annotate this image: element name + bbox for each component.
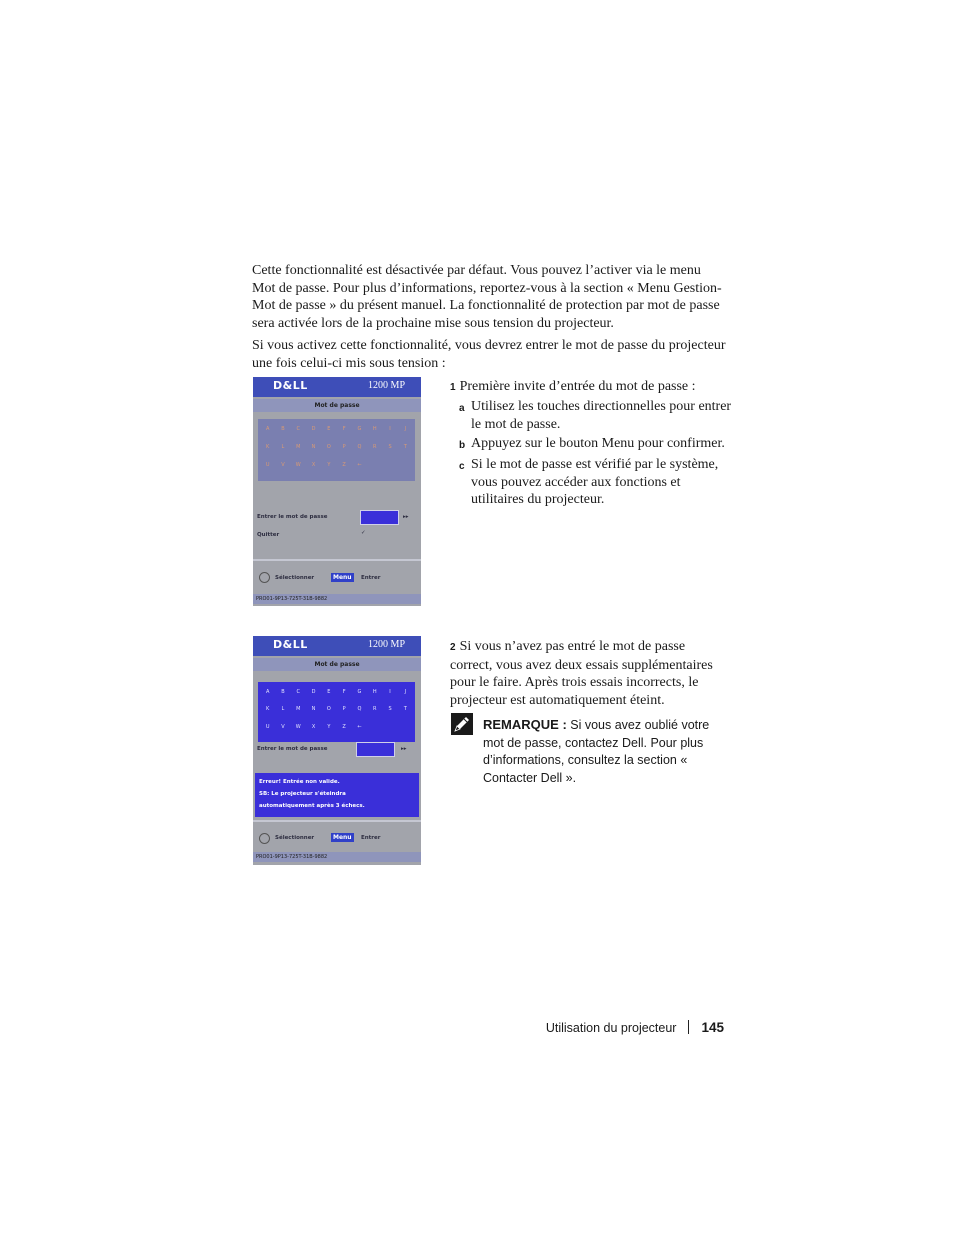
osd-key-grid	[258, 682, 415, 742]
osd-dpad-icon	[259, 833, 270, 844]
osd-key: C	[296, 426, 300, 432]
osd-key: B	[281, 689, 285, 695]
osd-key: W	[295, 462, 301, 468]
osd-key: E	[327, 426, 331, 432]
osd-key: C	[296, 689, 300, 695]
osd-key: F	[342, 689, 346, 695]
intro-paragraph-2: Si vous activez cette fonctionnalité, vous devrez entrer le mot de passe du projecteur une fois celui-ci mis sous tension :	[252, 338, 726, 371]
osd-key: N	[311, 444, 316, 450]
step-1-text: Première invite d’entrée du mot de passe :	[459, 379, 696, 394]
osd-header	[253, 636, 421, 656]
step-1a	[459, 398, 736, 433]
osd-key: Y	[327, 462, 331, 468]
osd-key: Z	[342, 723, 346, 730]
osd-title: Mot de passe	[253, 658, 421, 671]
osd-password-screen-1	[253, 377, 421, 606]
osd-key: U	[265, 723, 270, 730]
osd-key: R	[373, 444, 377, 450]
osd-key: H	[372, 689, 377, 695]
osd-key: G	[357, 689, 362, 695]
osd-key: V	[281, 462, 285, 468]
osd-enter-password-label: Entrer le mot de passe	[257, 514, 328, 520]
step-2	[450, 638, 730, 709]
osd-key: X	[311, 723, 316, 730]
osd-key: J	[404, 426, 407, 432]
osd-menu-button: Menu	[333, 834, 352, 841]
osd-menu-button: Menu	[333, 574, 352, 581]
osd-key: R	[373, 706, 377, 713]
osd-key: M	[296, 444, 301, 450]
osd-enter-label: Entrer	[361, 835, 381, 841]
osd-key: O	[326, 706, 331, 713]
step-1a-letter: a	[459, 403, 465, 414]
osd-divider	[253, 559, 421, 561]
osd-key: H	[372, 426, 377, 432]
osd-key: K	[266, 706, 270, 713]
osd-divider	[253, 820, 421, 822]
page-number: 145	[701, 1020, 724, 1035]
step-1a-text: Utilisez les touches directionnelles pour entrer le mot de passe.	[471, 399, 732, 432]
step-1-number: 1	[450, 382, 456, 393]
osd-key: Q	[357, 444, 362, 450]
osd-model: 1200 MP	[368, 639, 405, 650]
osd-key-grid	[258, 419, 415, 481]
osd-key: I	[389, 426, 391, 432]
step-2-text: Si vous n’avez pas entré le mot de passe correct, vous avez deux essais supplémentaires pour le faire. Après trois essais incorrects, le projecteur est automatiquement éteint.	[450, 639, 713, 708]
osd-key: Q	[357, 706, 362, 713]
osd-serial: PRO01-9P13-725T-31B-9882	[253, 594, 421, 604]
osd-key: O	[326, 444, 331, 450]
osd-key: S	[388, 444, 392, 450]
note-pencil-icon	[451, 713, 473, 735]
osd-dpad-icon	[259, 572, 270, 583]
intro-paragraph-1: Cette fonctionnalité est désactivée par défaut. Vous pouvez l’activer via le menu Mot de passe. Pour plus d’informations, reportez-vous à la section « Menu Gestion-Mot de passe » du présent manuel. La fonctionnalité de protection par mot de passe sera activée lors de la prochaine mise sous tension du projecteur.	[252, 263, 722, 331]
osd-error-line-3: automatiquement après 3 échecs.	[259, 803, 365, 809]
note	[483, 716, 723, 787]
osd-key: S	[388, 706, 392, 713]
osd-key: T	[403, 444, 407, 450]
osd-password-screen-2	[253, 636, 421, 865]
osd-key: J	[404, 689, 407, 695]
osd-title: Mot de passe	[253, 399, 421, 412]
step-2-number: 2	[450, 642, 456, 653]
osd-error-message	[255, 773, 419, 817]
footer-section: Utilisation du projecteur	[545, 1021, 677, 1035]
page-footer	[546, 1020, 724, 1035]
osd-header	[253, 377, 421, 397]
osd-key: F	[342, 426, 346, 432]
osd-key: N	[311, 706, 316, 713]
osd-key: L	[281, 706, 285, 713]
osd-password-field	[360, 510, 399, 525]
osd-model: 1200 MP	[368, 380, 405, 391]
osd-key: I	[389, 689, 391, 695]
osd-select-label: Sélectionner	[275, 575, 315, 581]
step-1c-text: Si le mot de passe est vérifié par le système, vous pouvez accéder aux fonctions et utilitaires du projecteur.	[471, 457, 719, 508]
osd-key: T	[403, 706, 407, 713]
osd-key: K	[266, 444, 270, 450]
osd-key: B	[281, 426, 285, 432]
osd-key: D	[311, 426, 316, 432]
osd-password-field	[356, 742, 395, 757]
osd-ok-arrow-icon: ▸▸	[401, 746, 407, 752]
osd-key: ←	[357, 462, 362, 468]
dell-logo: D&LL	[273, 638, 308, 651]
note-label: REMARQUE :	[483, 717, 567, 732]
osd-key: Z	[342, 462, 346, 468]
osd-key: P	[342, 444, 346, 450]
osd-key: V	[281, 723, 285, 730]
osd-key: D	[311, 689, 316, 695]
osd-key: U	[265, 462, 270, 468]
step-1b-text: Appuyez sur le bouton Menu pour confirmer.	[471, 436, 725, 451]
footer-divider	[688, 1020, 689, 1034]
osd-ok-arrow-icon: ▸▸	[403, 514, 409, 520]
osd-serial: PRO01-9P13-725T-31B-9882	[253, 852, 421, 862]
osd-key: M	[296, 706, 301, 713]
dell-logo: D&LL	[273, 379, 308, 392]
osd-key: X	[311, 462, 316, 468]
osd-key: W	[295, 723, 301, 730]
osd-key: Y	[327, 723, 331, 730]
osd-check-icon: ✓	[361, 530, 366, 536]
osd-key: A	[265, 689, 270, 695]
osd-key: A	[265, 426, 270, 432]
osd-error-line-1: Erreur! Entrée non valide.	[259, 779, 340, 785]
step-1b	[459, 435, 751, 453]
step-1c-letter: c	[459, 461, 465, 472]
step-1c	[459, 456, 736, 509]
osd-key: ←	[357, 723, 362, 730]
step-1	[450, 378, 696, 397]
step-1b-letter: b	[459, 440, 466, 451]
osd-key: L	[281, 444, 285, 450]
osd-error-line-2: SB: Le projecteur s'éteindra	[259, 791, 346, 797]
osd-key: G	[357, 426, 362, 432]
osd-enter-label: Entrer	[361, 575, 381, 581]
osd-key: E	[327, 689, 331, 695]
osd-key: P	[342, 706, 346, 713]
osd-enter-password-label: Entrer le mot de passe	[257, 746, 328, 752]
osd-select-label: Sélectionner	[275, 835, 315, 841]
osd-quit-label: Quitter	[257, 532, 280, 538]
note-text: Si vous avez oublié votre mot de passe, contactez Dell. Pour plus d’informations, consultez la section « Contacter Dell ».	[483, 718, 710, 785]
